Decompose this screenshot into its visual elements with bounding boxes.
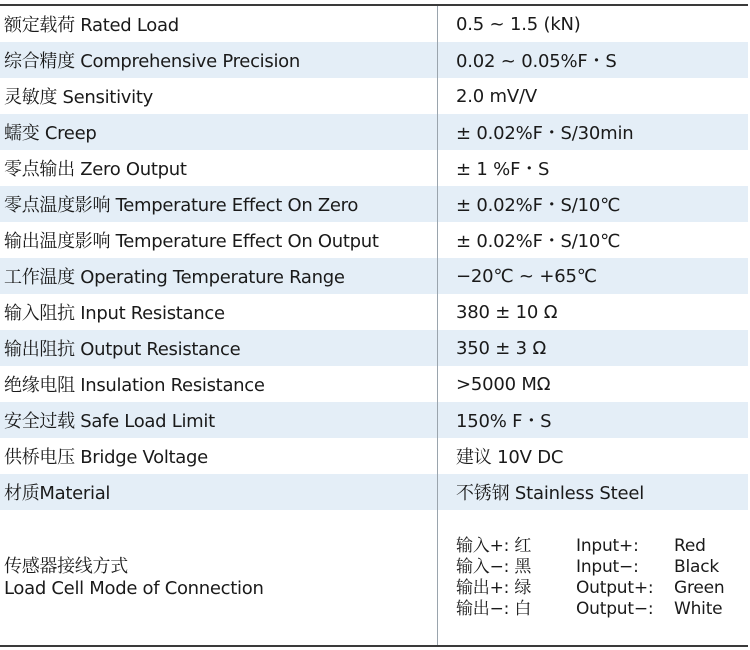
- wire-color: Green: [674, 577, 725, 598]
- spec-label: 输入阻抗 Input Resistance: [4, 303, 225, 324]
- spec-label: 灵敏度 Sensitivity: [4, 87, 153, 108]
- spec-value: ± 0.02%F・S/10℃: [456, 231, 621, 252]
- spec-row-bridge-voltage: [0, 438, 748, 474]
- wire-cn: 输出+: 绿: [456, 577, 532, 598]
- spec-value: −20℃ ~ +65℃: [456, 265, 597, 287]
- wire-color: Black: [674, 556, 719, 577]
- spec-row-creep: [0, 114, 748, 150]
- spec-label: 额定载荷 Rated Load: [4, 15, 179, 36]
- spec-row-temp-effect-output: [0, 222, 748, 258]
- wire-cn: 输出−: 白: [456, 598, 532, 619]
- wiring-label-cn: 传感器接线方式: [4, 555, 128, 577]
- spec-label: 零点输出 Zero Output: [4, 159, 187, 180]
- spec-label: 输出温度影响 Temperature Effect On Output: [4, 231, 379, 252]
- spec-row-rated-load: [0, 6, 748, 42]
- spec-value: 380 ± 10 Ω: [456, 301, 558, 323]
- wire-en: Input+:: [576, 535, 639, 556]
- wire-en: Input−:: [576, 556, 639, 577]
- wire-cn: 输入+: 红: [456, 535, 532, 556]
- spec-value: ± 1 %F・S: [456, 159, 550, 180]
- spec-row-operating-temp: [0, 258, 748, 294]
- spec-row-zero-output: [0, 150, 748, 186]
- spec-value: 0.5 ~ 1.5 (kN): [456, 13, 581, 35]
- spec-row-safe-load-limit: [0, 402, 748, 438]
- spec-table: [0, 4, 748, 647]
- wiring-grid: [456, 536, 724, 620]
- spec-row-output-resistance: [0, 330, 748, 366]
- wiring-label: [0, 510, 437, 645]
- spec-value: ± 0.02%F・S/30min: [456, 123, 634, 144]
- spec-value: 不锈钢 Stainless Steel: [456, 483, 645, 504]
- wire-cn: 输入−: 黑: [456, 556, 532, 577]
- spec-value: 建议 10V DC: [456, 447, 564, 468]
- spec-label: 综合精度 Comprehensive Precision: [4, 51, 300, 72]
- spec-label: 零点温度影响 Temperature Effect On Zero: [4, 195, 359, 216]
- spec-value: 350 ± 3 Ω: [456, 337, 547, 359]
- spec-row-material: [0, 474, 748, 510]
- spec-label: 蠕变 Creep: [4, 123, 97, 144]
- spec-row-precision: [0, 42, 748, 78]
- spec-row-insulation-resistance: [0, 366, 748, 402]
- spec-label: 材质Material: [4, 483, 111, 504]
- wire-color: White: [674, 598, 723, 619]
- spec-label: 供桥电压 Bridge Voltage: [4, 447, 208, 468]
- wire-en: Output−:: [576, 598, 654, 619]
- spec-row-temp-effect-zero: [0, 186, 748, 222]
- spec-value: 150% F・S: [456, 411, 552, 432]
- spec-label: 绝缘电阻 Insulation Resistance: [4, 375, 265, 396]
- spec-row-input-resistance: [0, 294, 748, 330]
- spec-value: 2.0 mV/V: [456, 85, 537, 107]
- spec-value: 0.02 ~ 0.05%F・S: [456, 51, 617, 72]
- spec-row-wiring: [0, 510, 748, 645]
- wire-en: Output+:: [576, 577, 654, 598]
- spec-value: >5000 MΩ: [456, 373, 551, 395]
- spec-label: 输出阻抗 Output Resistance: [4, 339, 241, 360]
- spec-value: ± 0.02%F・S/10℃: [456, 195, 621, 216]
- spec-label: 安全过载 Safe Load Limit: [4, 411, 215, 432]
- wiring-label-en: Load Cell Mode of Connection: [4, 577, 264, 599]
- wire-color: Red: [674, 535, 706, 556]
- spec-label: 工作温度 Operating Temperature Range: [4, 267, 345, 288]
- spec-row-sensitivity: [0, 78, 748, 114]
- wiring-value: [438, 510, 748, 645]
